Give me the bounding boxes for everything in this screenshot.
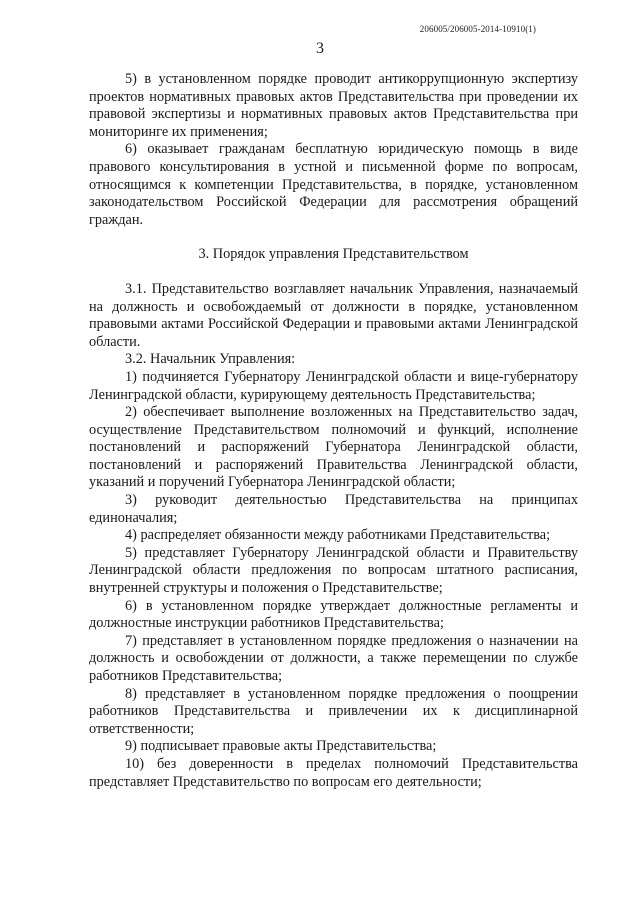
list-item-2: 2) обеспечивает выполнение возложенных на Представительство задач, осуществление Представительством полномочий и функций, исполнение постановлений и распоряжений Губернатора Ленинградской области, постановлений и распоряжений Правительства Ленинградской области, указаний и поручений Губернатора Ленинградской области;: [89, 404, 578, 491]
page-number: 3: [316, 40, 324, 57]
paragraph-item-5: 5) в установленном порядке проводит антикоррупционную экспертизу проектов нормативных правовых актов Представительства при проведении их правовой экспертизы и нормативных правовых актов Представительства при мониторинге их применения;: [89, 71, 578, 140]
list-item-8: 8) представляет в установленном порядке предложения о поощрении работников Представительства и привлечении их к дисциплинарной ответственности;: [89, 685, 578, 737]
paragraph-item-6: 6) оказывает гражданам бесплатную юридическую помощь в виде правового консультирования в устной и письменной форме по вопросам, относящимся к компетенции Представительства, в порядке, установленном законодательством Российской Федерации для рассмотрения обращений граждан.: [89, 141, 578, 228]
paragraph-3-1: 3.1. Представительство возглавляет начальник Управления, назначаемый на должность и освобождаемый от должности в порядке, установленном правовыми актами Российской Федерации и правовыми актами Ленинградской области.: [89, 280, 578, 350]
list-item-6: 6) в установленном порядке утверждает должностные регламенты и должностные инструкции работников Представительства;: [89, 597, 578, 632]
list-item-9: 9) подписывает правовые акты Представительства;: [125, 738, 437, 755]
section-heading: 3. Порядок управления Представительством: [198, 246, 469, 263]
document-code: 206005/206005-2014-10910(1): [419, 24, 536, 34]
paragraph-3-2: 3.2. Начальник Управления:: [125, 351, 296, 368]
list-item-7: 7) представляет в установленном порядке предложения о назначении на должность и освобождении от должности, а также перемещении по службе работников Представительства;: [89, 632, 578, 684]
list-item-10: 10) без доверенности в пределах полномочий Представительства представляет Представительство по вопросам его деятельности;: [89, 755, 578, 790]
list-item-3: 3) руководит деятельностью Представительства на принципах единоначалия;: [89, 492, 578, 526]
document-body: [89, 71, 578, 791]
list-item-4: 4) распределяет обязанности между работниками Представительства;: [125, 527, 551, 544]
list-item-5: 5) представляет Губернатору Ленинградской области и Правительству Ленинградской области предложения по вопросам штатного расписания, внутренней структуры и положения о Представительстве;: [89, 544, 578, 597]
list-item-1: 1) подчиняется Губернатору Ленинградской области и вице-губернатору Ленинградской области, курирующему деятельность Представительства;: [89, 368, 578, 403]
